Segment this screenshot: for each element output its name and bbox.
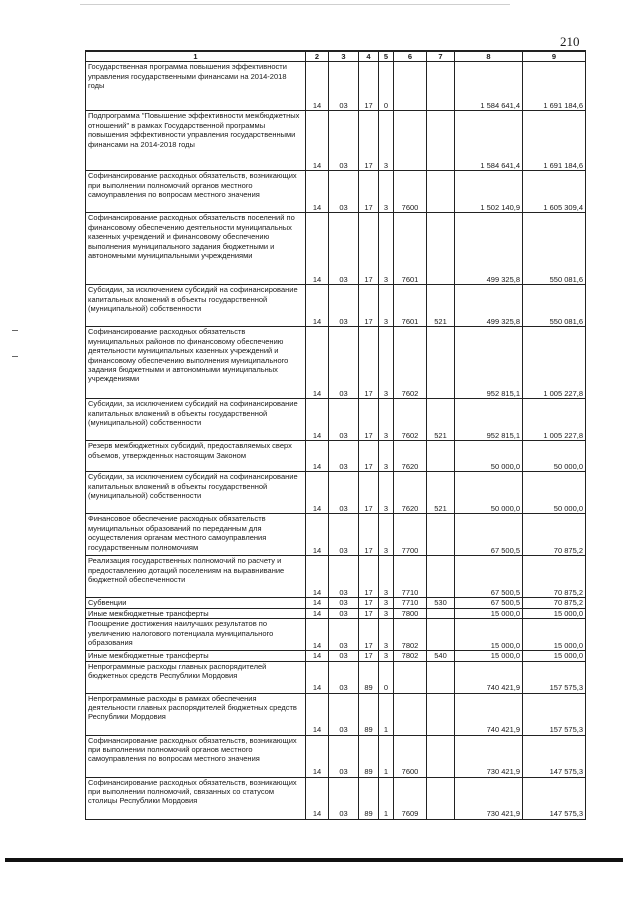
kbk-article [394, 661, 427, 693]
amount-2015: 50 000,0 [455, 441, 523, 472]
kbk-program: 17 [359, 651, 379, 661]
kbk-article [394, 62, 427, 111]
table-row [86, 213, 586, 285]
kbk-article: 7710 [394, 598, 427, 608]
kbk-article: 7700 [394, 514, 427, 556]
kbk-section: 14 [306, 111, 329, 171]
kbk-article: 7802 [394, 651, 427, 661]
amount-2015: 952 815,1 [455, 399, 523, 441]
amount-2016: 70 875,2 [523, 598, 586, 608]
kbk-article: 7600 [394, 735, 427, 777]
kbk-subprogram: 1 [379, 693, 394, 735]
kbk-subprogram: 1 [379, 735, 394, 777]
table-row [86, 327, 586, 399]
kbk-article: 7710 [394, 556, 427, 598]
kbk-subprogram: 3 [379, 171, 394, 213]
kbk-article [394, 111, 427, 171]
kbk-expense-type: 521 [427, 472, 455, 514]
kbk-subprogram: 3 [379, 608, 394, 618]
amount-2016: 70 875,2 [523, 556, 586, 598]
kbk-article: 7800 [394, 608, 427, 618]
row-name: Субсидии, за исключением субсидий на софинансирование капитальных вложений в объекты государственной (муниципальной) собственности [86, 285, 306, 327]
amount-2015: 740 421,9 [455, 661, 523, 693]
row-name: Поощрение достижения наилучших результатов по увеличению налогового потенциала муниципального образования [86, 619, 306, 651]
column-header: 8 [455, 51, 523, 62]
amount-2015: 730 421,9 [455, 735, 523, 777]
scan-bottom-bar [5, 858, 623, 862]
row-name: Непрограммные расходы в рамках обеспечения деятельности главных распорядителей бюджетных средств Республики Мордовия [86, 693, 306, 735]
kbk-article: 7802 [394, 619, 427, 651]
kbk-article: 7620 [394, 441, 427, 472]
amount-2015: 1 502 140,9 [455, 171, 523, 213]
amount-2016: 550 081,6 [523, 213, 586, 285]
kbk-expense-type: 530 [427, 598, 455, 608]
kbk-program: 17 [359, 327, 379, 399]
amount-2015: 952 815,1 [455, 327, 523, 399]
table-row [86, 171, 586, 213]
kbk-program: 17 [359, 62, 379, 111]
kbk-subprogram: 1 [379, 777, 394, 819]
kbk-subprogram: 0 [379, 661, 394, 693]
row-name: Финансовое обеспечение расходных обязательств муниципальных образований по переданным для осуществления органам местного самоуправления государственным полномочиям [86, 514, 306, 556]
amount-2016: 147 575,3 [523, 777, 586, 819]
kbk-program: 17 [359, 608, 379, 618]
kbk-section: 14 [306, 441, 329, 472]
kbk-subsection: 03 [329, 693, 359, 735]
kbk-article: 7600 [394, 171, 427, 213]
kbk-subsection: 03 [329, 327, 359, 399]
column-header: 5 [379, 51, 394, 62]
kbk-subsection: 03 [329, 735, 359, 777]
kbk-section: 14 [306, 514, 329, 556]
table-row [86, 651, 586, 661]
kbk-program: 17 [359, 213, 379, 285]
kbk-program: 17 [359, 556, 379, 598]
amount-2016: 1 005 227,8 [523, 399, 586, 441]
kbk-section: 14 [306, 472, 329, 514]
amount-2015: 730 421,9 [455, 777, 523, 819]
table-row [86, 661, 586, 693]
kbk-section: 14 [306, 619, 329, 651]
kbk-subprogram: 3 [379, 619, 394, 651]
kbk-program: 89 [359, 661, 379, 693]
kbk-program: 89 [359, 735, 379, 777]
column-header: 7 [427, 51, 455, 62]
amount-2016: 550 081,6 [523, 285, 586, 327]
amount-2016: 1 691 184,6 [523, 111, 586, 171]
row-name: Софинансирование расходных обязательств муниципальных районов по финансовому обеспечению деятельности муниципальных казенных учреждений и финансовому обеспечению выполнения муниципального задания бюджетными и автономными муниципальных учреждениями [86, 327, 306, 399]
amount-2015: 740 421,9 [455, 693, 523, 735]
kbk-article [394, 693, 427, 735]
kbk-subsection: 03 [329, 651, 359, 661]
kbk-section: 14 [306, 171, 329, 213]
row-name: Субсидии, за исключением субсидий на софинансирование капитальных вложений в объекты государственной (муниципальной) собственности [86, 399, 306, 441]
kbk-subsection: 03 [329, 213, 359, 285]
table-header-row [86, 51, 586, 62]
row-name: Субсидии, за исключением субсидий на софинансирование капитальных вложений в объекты государственной (муниципальной) собственности [86, 472, 306, 514]
amount-2016: 50 000,0 [523, 472, 586, 514]
kbk-expense-type [427, 327, 455, 399]
kbk-section: 14 [306, 661, 329, 693]
table-row [86, 598, 586, 608]
amount-2015: 15 000,0 [455, 651, 523, 661]
row-name: Государственная программа повышения эффективности управления государственными финансами на 2014-2018 годы [86, 62, 306, 111]
kbk-expense-type [427, 735, 455, 777]
kbk-section: 14 [306, 327, 329, 399]
kbk-subprogram: 3 [379, 327, 394, 399]
kbk-subsection: 03 [329, 285, 359, 327]
kbk-expense-type [427, 441, 455, 472]
kbk-subprogram: 0 [379, 62, 394, 111]
kbk-expense-type: 521 [427, 285, 455, 327]
kbk-expense-type [427, 693, 455, 735]
kbk-expense-type [427, 171, 455, 213]
column-header: 4 [359, 51, 379, 62]
kbk-subprogram: 3 [379, 285, 394, 327]
kbk-expense-type: 540 [427, 651, 455, 661]
kbk-program: 17 [359, 472, 379, 514]
kbk-program: 89 [359, 777, 379, 819]
kbk-article: 7602 [394, 399, 427, 441]
kbk-subsection: 03 [329, 62, 359, 111]
kbk-subsection: 03 [329, 111, 359, 171]
table-row [86, 441, 586, 472]
row-name: Подпрограмма "Повышение эффективности межбюджетных отношений" в рамках Государственной программы повышения эффективности управления государственными финансами на 2014-2018 годы [86, 111, 306, 171]
kbk-subprogram: 3 [379, 441, 394, 472]
kbk-section: 14 [306, 285, 329, 327]
amount-2016: 15 000,0 [523, 608, 586, 618]
kbk-section: 14 [306, 213, 329, 285]
kbk-expense-type: 521 [427, 399, 455, 441]
page-number: 210 [560, 34, 580, 49]
kbk-article: 7601 [394, 285, 427, 327]
table-row [86, 285, 586, 327]
kbk-subsection: 03 [329, 472, 359, 514]
kbk-expense-type [427, 62, 455, 111]
column-header: 6 [394, 51, 427, 62]
amount-2016: 157 575,3 [523, 693, 586, 735]
budget-table [85, 50, 586, 820]
table-row [86, 111, 586, 171]
kbk-section: 14 [306, 399, 329, 441]
kbk-expense-type [427, 608, 455, 618]
amount-2016: 70 875,2 [523, 514, 586, 556]
kbk-article: 7620 [394, 472, 427, 514]
amount-2016: 1 605 309,4 [523, 171, 586, 213]
kbk-subprogram: 3 [379, 213, 394, 285]
kbk-section: 14 [306, 651, 329, 661]
kbk-subsection: 03 [329, 619, 359, 651]
amount-2015: 15 000,0 [455, 619, 523, 651]
kbk-subsection: 03 [329, 661, 359, 693]
kbk-program: 17 [359, 171, 379, 213]
kbk-expense-type [427, 111, 455, 171]
column-header: 2 [306, 51, 329, 62]
scan-top-line [80, 4, 510, 5]
amount-2015: 1 584 641,4 [455, 111, 523, 171]
kbk-section: 14 [306, 735, 329, 777]
table-row [86, 608, 586, 618]
table-row [86, 514, 586, 556]
amount-2016: 157 575,3 [523, 661, 586, 693]
margin-mark [12, 330, 18, 331]
kbk-article: 7601 [394, 213, 427, 285]
amount-2015: 15 000,0 [455, 608, 523, 618]
row-name: Софинансирование расходных обязательств поселений по финансовому обеспечению деятельности муниципальных казенных учреждений и финансовому обеспечению выполнения муниципального задания бюджетными и автономными муниципальными учреждениями [86, 213, 306, 285]
table-row [86, 556, 586, 598]
kbk-subprogram: 3 [379, 472, 394, 514]
kbk-subprogram: 3 [379, 598, 394, 608]
row-name: Непрограммные расходы главных распорядителей бюджетных средств Республики Мордовия [86, 661, 306, 693]
kbk-subsection: 03 [329, 514, 359, 556]
amount-2016: 1 691 184,6 [523, 62, 586, 111]
row-name: Софинансирование расходных обязательств, возникающих при выполнении полномочий органов местного самоуправления по вопросам местного значения [86, 171, 306, 213]
amount-2015: 499 325,8 [455, 285, 523, 327]
kbk-section: 14 [306, 556, 329, 598]
amount-2016: 15 000,0 [523, 619, 586, 651]
kbk-subprogram: 3 [379, 514, 394, 556]
kbk-subprogram: 3 [379, 399, 394, 441]
table-row [86, 619, 586, 651]
kbk-section: 14 [306, 608, 329, 618]
kbk-expense-type [427, 661, 455, 693]
amount-2016: 1 005 227,8 [523, 327, 586, 399]
row-name: Иные межбюджетные трансферты [86, 651, 306, 661]
kbk-program: 17 [359, 514, 379, 556]
kbk-expense-type [427, 619, 455, 651]
kbk-subprogram: 3 [379, 111, 394, 171]
kbk-subprogram: 3 [379, 651, 394, 661]
kbk-subprogram: 3 [379, 556, 394, 598]
kbk-article: 7602 [394, 327, 427, 399]
kbk-program: 17 [359, 598, 379, 608]
row-name: Субвенции [86, 598, 306, 608]
kbk-expense-type [427, 556, 455, 598]
amount-2015: 67 500,5 [455, 598, 523, 608]
kbk-subsection: 03 [329, 399, 359, 441]
row-name: Реализация государственных полномочий по расчету и предоставлению дотаций поселениям на выравнивание бюджетной обеспеченности [86, 556, 306, 598]
table-row [86, 735, 586, 777]
kbk-program: 17 [359, 619, 379, 651]
column-header: 3 [329, 51, 359, 62]
kbk-section: 14 [306, 693, 329, 735]
row-name: Софинансирование расходных обязательств, возникающих при выполнении полномочий, связанных со статусом столицы Республики Мордовия [86, 777, 306, 819]
amount-2015: 499 325,8 [455, 213, 523, 285]
amount-2016: 15 000,0 [523, 651, 586, 661]
kbk-section: 14 [306, 777, 329, 819]
amount-2016: 147 575,3 [523, 735, 586, 777]
kbk-expense-type [427, 213, 455, 285]
kbk-program: 17 [359, 399, 379, 441]
table-row [86, 777, 586, 819]
table-row [86, 62, 586, 111]
kbk-subsection: 03 [329, 598, 359, 608]
kbk-subsection: 03 [329, 441, 359, 472]
kbk-program: 17 [359, 441, 379, 472]
kbk-program: 17 [359, 285, 379, 327]
kbk-subsection: 03 [329, 608, 359, 618]
table-row [86, 693, 586, 735]
column-header: 1 [86, 51, 306, 62]
column-header: 9 [523, 51, 586, 62]
margin-mark [12, 356, 18, 357]
table-row [86, 472, 586, 514]
amount-2016: 50 000,0 [523, 441, 586, 472]
amount-2015: 1 584 641,4 [455, 62, 523, 111]
kbk-section: 14 [306, 598, 329, 608]
kbk-expense-type [427, 514, 455, 556]
kbk-program: 17 [359, 111, 379, 171]
amount-2015: 50 000,0 [455, 472, 523, 514]
kbk-subsection: 03 [329, 556, 359, 598]
kbk-expense-type [427, 777, 455, 819]
kbk-article: 7609 [394, 777, 427, 819]
kbk-subsection: 03 [329, 171, 359, 213]
row-name: Иные межбюджетные трансферты [86, 608, 306, 618]
kbk-subsection: 03 [329, 777, 359, 819]
row-name: Софинансирование расходных обязательств, возникающих при выполнении полномочий органов местного самоуправления по вопросам местного значения [86, 735, 306, 777]
kbk-section: 14 [306, 62, 329, 111]
amount-2015: 67 500,5 [455, 514, 523, 556]
row-name: Резерв межбюджетных субсидий, предоставляемых сверх объемов, утвержденных настоящим Законом [86, 441, 306, 472]
amount-2015: 67 500,5 [455, 556, 523, 598]
kbk-program: 89 [359, 693, 379, 735]
table-row [86, 399, 586, 441]
